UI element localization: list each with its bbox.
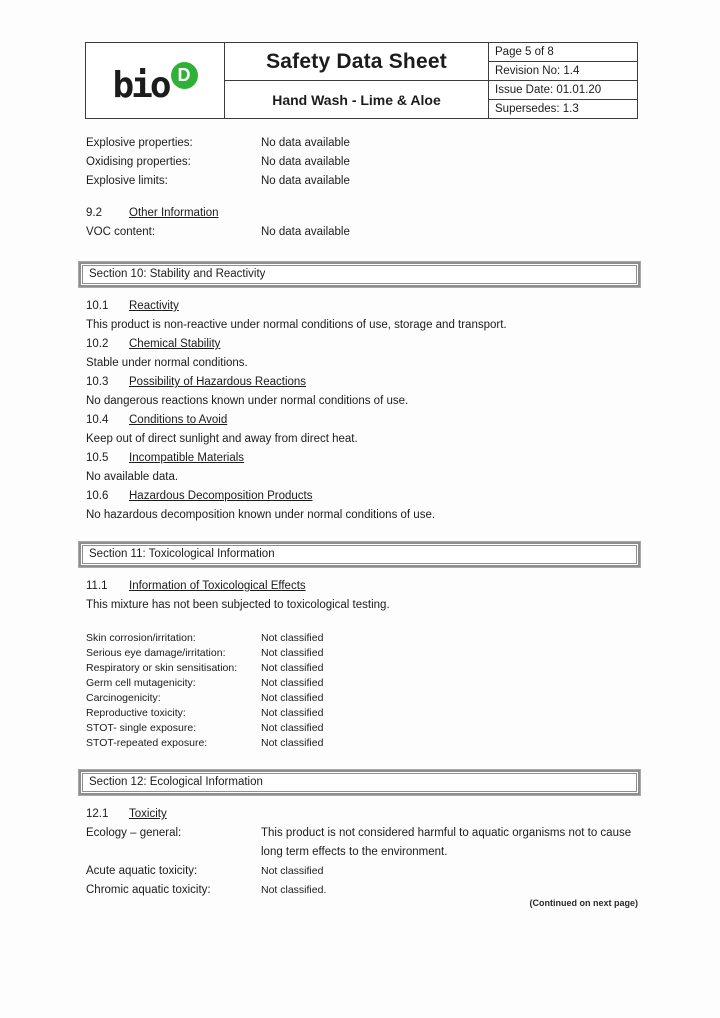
property-row	[86, 153, 638, 172]
subsection-12-1-heading	[86, 805, 638, 824]
tox-label: Reproductive toxicity:	[86, 707, 186, 719]
section-10-header: Section 10: Stability and Reactivity	[82, 265, 637, 284]
ecology-value: This product is not considered harmful to aquatic organisms not to cause long term effects to the environment.	[261, 827, 632, 858]
property-label: Oxidising properties:	[86, 156, 191, 168]
section-12-body	[86, 805, 638, 900]
section-12-header: Section 12: Ecological Information	[82, 773, 637, 792]
revision-number: Revision No: 1.4	[489, 62, 637, 81]
tox-row	[86, 721, 638, 736]
voc-content-row	[86, 223, 638, 242]
property-row	[86, 172, 638, 191]
logo-text: bio	[112, 64, 169, 106]
logo-d-badge-icon: D	[171, 62, 198, 89]
property-label: Explosive properties:	[86, 137, 193, 149]
tox-value: Not classified	[261, 722, 324, 734]
subsection-number: 10.5	[86, 452, 109, 464]
subsection-number: 10.4	[86, 414, 109, 426]
subsection-title: Conditions to Avoid	[129, 414, 228, 426]
tox-value: Not classified	[261, 647, 324, 659]
subsection-title: Incompatible Materials	[129, 452, 245, 464]
subsection-number: 9.2	[86, 207, 102, 219]
section-12-header-box	[78, 769, 641, 796]
product-name: Hand Wash - Lime & Aloe	[272, 91, 441, 108]
voc-label: VOC content:	[86, 226, 156, 238]
acute-toxicity-row	[86, 862, 638, 881]
subsection-title: Information of Toxicological Effects	[129, 580, 306, 592]
acute-toxicity-value: Not classified	[261, 865, 324, 877]
subsection-10-6-heading	[86, 487, 638, 506]
property-value: No data available	[261, 175, 350, 187]
biod-logo	[112, 62, 197, 104]
tox-label: Germ cell mutagenicity:	[86, 677, 196, 689]
subsection-10-4-body: Keep out of direct sunlight and away from direct heat.	[86, 433, 358, 445]
tox-row	[86, 631, 638, 646]
tox-label: Skin corrosion/irritation:	[86, 632, 196, 644]
property-row	[86, 134, 638, 153]
property-label: Explosive limits:	[86, 175, 168, 187]
title-cell	[225, 43, 489, 118]
subsection-10-1-body: This product is non-reactive under normal conditions of use, storage and transport.	[86, 319, 507, 331]
tox-label: Carcinogenicity:	[86, 692, 161, 704]
revision-info-cell	[489, 43, 637, 118]
subsection-number: 10.3	[86, 376, 109, 388]
subsection-11-1-heading	[86, 577, 638, 596]
page-number: Page 5 of 8	[489, 43, 637, 62]
chromic-toxicity-label: Chromic aquatic toxicity:	[86, 884, 211, 896]
section-10-body	[86, 297, 638, 525]
acute-toxicity-label: Acute aquatic toxicity:	[86, 865, 198, 877]
physical-properties-list	[86, 134, 638, 191]
subsection-title: Toxicity	[129, 808, 167, 820]
issue-date: Issue Date: 01.01.20	[489, 81, 637, 100]
tox-row	[86, 691, 638, 706]
tox-row	[86, 736, 638, 751]
subsection-title: Chemical Stability	[129, 338, 221, 350]
subsection-10-1-heading	[86, 297, 638, 316]
tox-value: Not classified	[261, 692, 324, 704]
ecology-general-row	[86, 824, 638, 862]
subsection-number: 10.2	[86, 338, 109, 350]
voc-value: No data available	[261, 226, 350, 238]
tox-row	[86, 646, 638, 661]
subsection-11-1-body: This mixture has not been subjected to toxicological testing.	[86, 599, 390, 611]
logo-cell	[86, 43, 225, 118]
subsection-title: Reactivity	[129, 300, 179, 312]
supersedes: Supersedes: 1.3	[495, 103, 579, 115]
subsection-9-2-heading	[86, 204, 638, 223]
subsection-number: 12.1	[86, 808, 109, 820]
subsection-number: 10.1	[86, 300, 109, 312]
subsection-10-3-heading	[86, 373, 638, 392]
toxicology-classification-list	[86, 631, 638, 751]
subsection-title: Hazardous Decomposition Products	[129, 490, 313, 502]
tox-label: STOT-repeated exposure:	[86, 737, 208, 749]
tox-value: Not classified	[261, 662, 324, 674]
subsection-10-5-body: No available data.	[86, 471, 179, 483]
tox-row	[86, 661, 638, 676]
subsection-10-4-heading	[86, 411, 638, 430]
subsection-number: 10.6	[86, 490, 109, 502]
section-10-header-box	[78, 261, 641, 288]
property-value: No data available	[261, 156, 350, 168]
tox-value: Not classified	[261, 737, 324, 749]
tox-row	[86, 706, 638, 721]
tox-row	[86, 676, 638, 691]
subsection-10-3-body: No dangerous reactions known under normal conditions of use.	[86, 395, 409, 407]
property-value: No data available	[261, 137, 350, 149]
continued-note: (Continued on next page)	[529, 898, 638, 908]
tox-label: Serious eye damage/irritation:	[86, 647, 226, 659]
subsection-10-2-body: Stable under normal conditions.	[86, 357, 248, 369]
subsection-number: 11.1	[86, 580, 108, 592]
subsection-title: Possibility of Hazardous Reactions	[129, 376, 307, 388]
subsection-10-5-heading	[86, 449, 638, 468]
chromic-toxicity-value: Not classified.	[261, 884, 327, 896]
tox-value: Not classified	[261, 632, 324, 644]
tox-value: Not classified	[261, 707, 324, 719]
subsection-10-2-heading	[86, 335, 638, 354]
section-11-header-box	[78, 541, 641, 568]
header-table	[85, 42, 638, 119]
tox-value: Not classified	[261, 677, 324, 689]
tox-label: Respiratory or skin sensitisation:	[86, 662, 238, 674]
section-11-header: Section 11: Toxicological Information	[82, 545, 637, 564]
subsection-10-6-body: No hazardous decomposition known under normal conditions of use.	[86, 509, 436, 521]
subsection-title: Other Information	[129, 207, 219, 219]
tox-label: STOT- single exposure:	[86, 722, 197, 734]
ecology-label: Ecology – general:	[86, 827, 182, 839]
document-title: Safety Data Sheet	[225, 43, 488, 81]
section-11-body	[86, 577, 638, 615]
document-body	[86, 120, 638, 909]
